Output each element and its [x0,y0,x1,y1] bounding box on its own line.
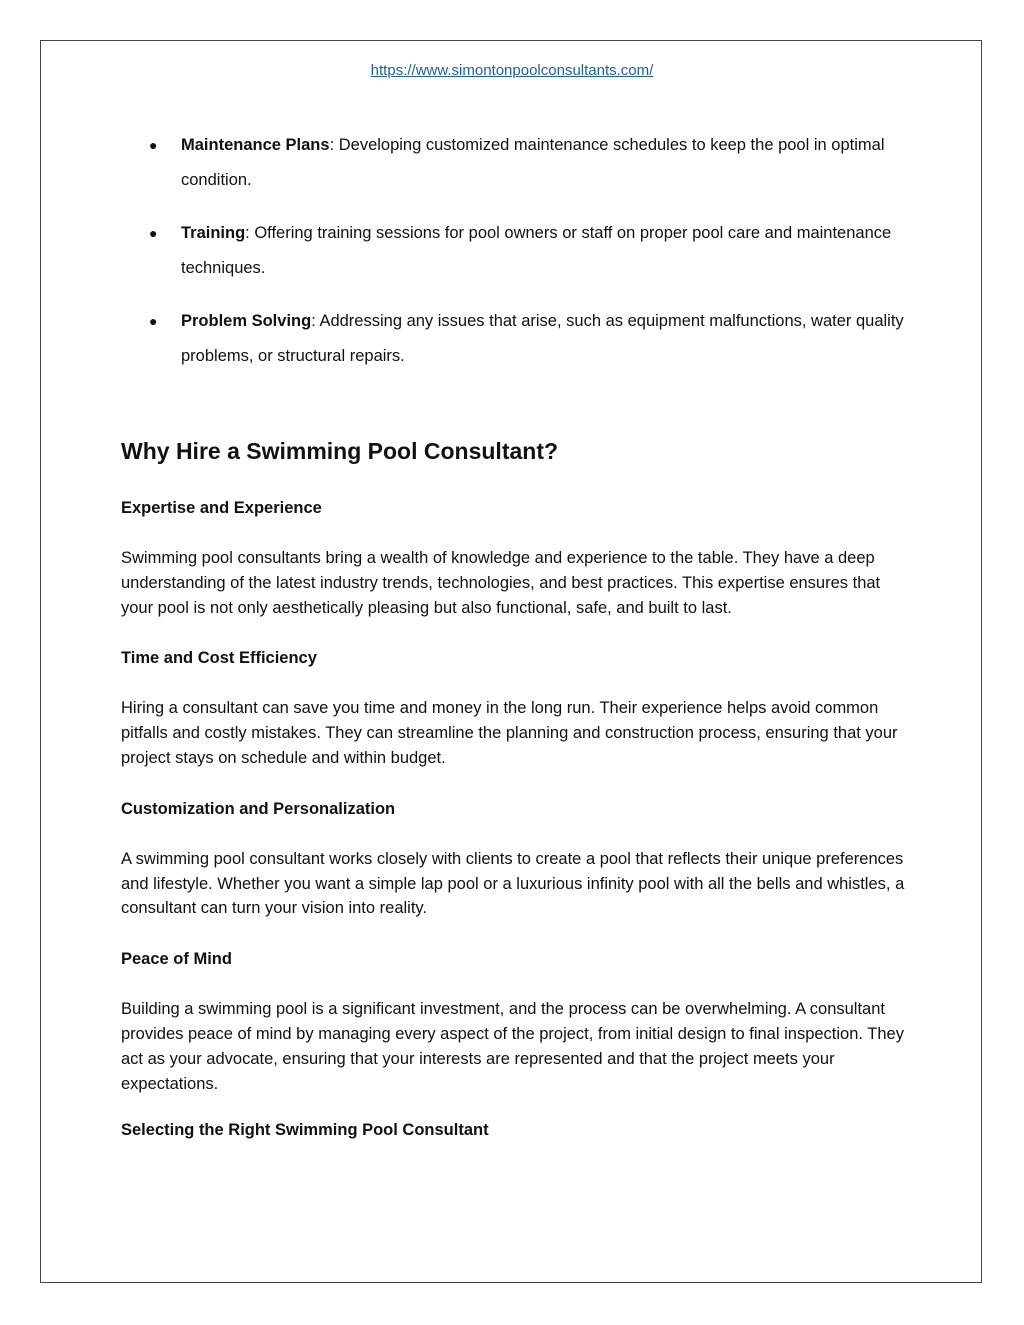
list-item-training [121,216,911,286]
website-url-link[interactable]: https://www.simontonpoolconsultants.com/ [370,62,654,79]
subheading-selecting-consultant: Selecting the Right Swimming Pool Consultant [121,1121,489,1140]
paragraph-expertise: Swimming pool consultants bring a wealth of knowledge and experience to the table. They have a deep understanding of the latest industry trends, technologies, and best practices. This expertise ensures that your pool is not only aesthetically pleasing but also functional, safe, and built to last. [121,549,881,617]
section-title: Why Hire a Swimming Pool Consultant? [121,438,559,464]
bullet-dot-icon: ● [149,313,158,329]
services-bullet-list [121,128,911,392]
bullet-term: Maintenance Plans [181,136,330,154]
bullet-dot-icon: ● [149,137,158,153]
bullet-text: : Offering training sessions for pool owners or staff on proper pool care and maintenance techniques. [181,224,892,277]
paragraph-efficiency: Hiring a consultant can save you time and money in the long run. Their experience helps avoid common pitfalls and costly mistakes. They can streamline the planning and construction process, ensuring that your project stays on schedule and within budget. [121,699,898,767]
subheading-peace-of-mind: Peace of Mind [121,950,232,969]
paragraph-peace-of-mind: Building a swimming pool is a significant investment, and the process can be overwhelming. A consultant provides peace of mind by managing every aspect of the project, from initial design to final inspection. They act as your advocate, ensuring that your interests are represented and that the project meets your expectations. [121,1000,904,1093]
bullet-dot-icon: ● [149,225,158,241]
bullet-text: : Developing customized maintenance schedules to keep the pool in optimal condition. [181,136,885,189]
paragraph-customization: A swimming pool consultant works closely with clients to create a pool that reflects their unique preferences and lifestyle. Whether you want a simple lap pool or a luxurious infinity pool with all the bells and whistles, a consultant can turn your vision into reality. [121,849,905,918]
subheading-efficiency: Time and Cost Efficiency [121,649,317,668]
list-item-problem-solving [121,304,911,374]
list-item-maintenance-plans [121,128,911,198]
bullet-term: Training [181,224,246,242]
subheading-expertise: Expertise and Experience [121,499,322,517]
bullet-term: Problem Solving [181,312,312,330]
section-content [121,496,911,1168]
subheading-customization: Customization and Personalization [121,799,396,818]
bullet-text: : Addressing any issues that arise, such as equipment malfunctions, water quality problems, or structural repairs. [181,312,904,365]
